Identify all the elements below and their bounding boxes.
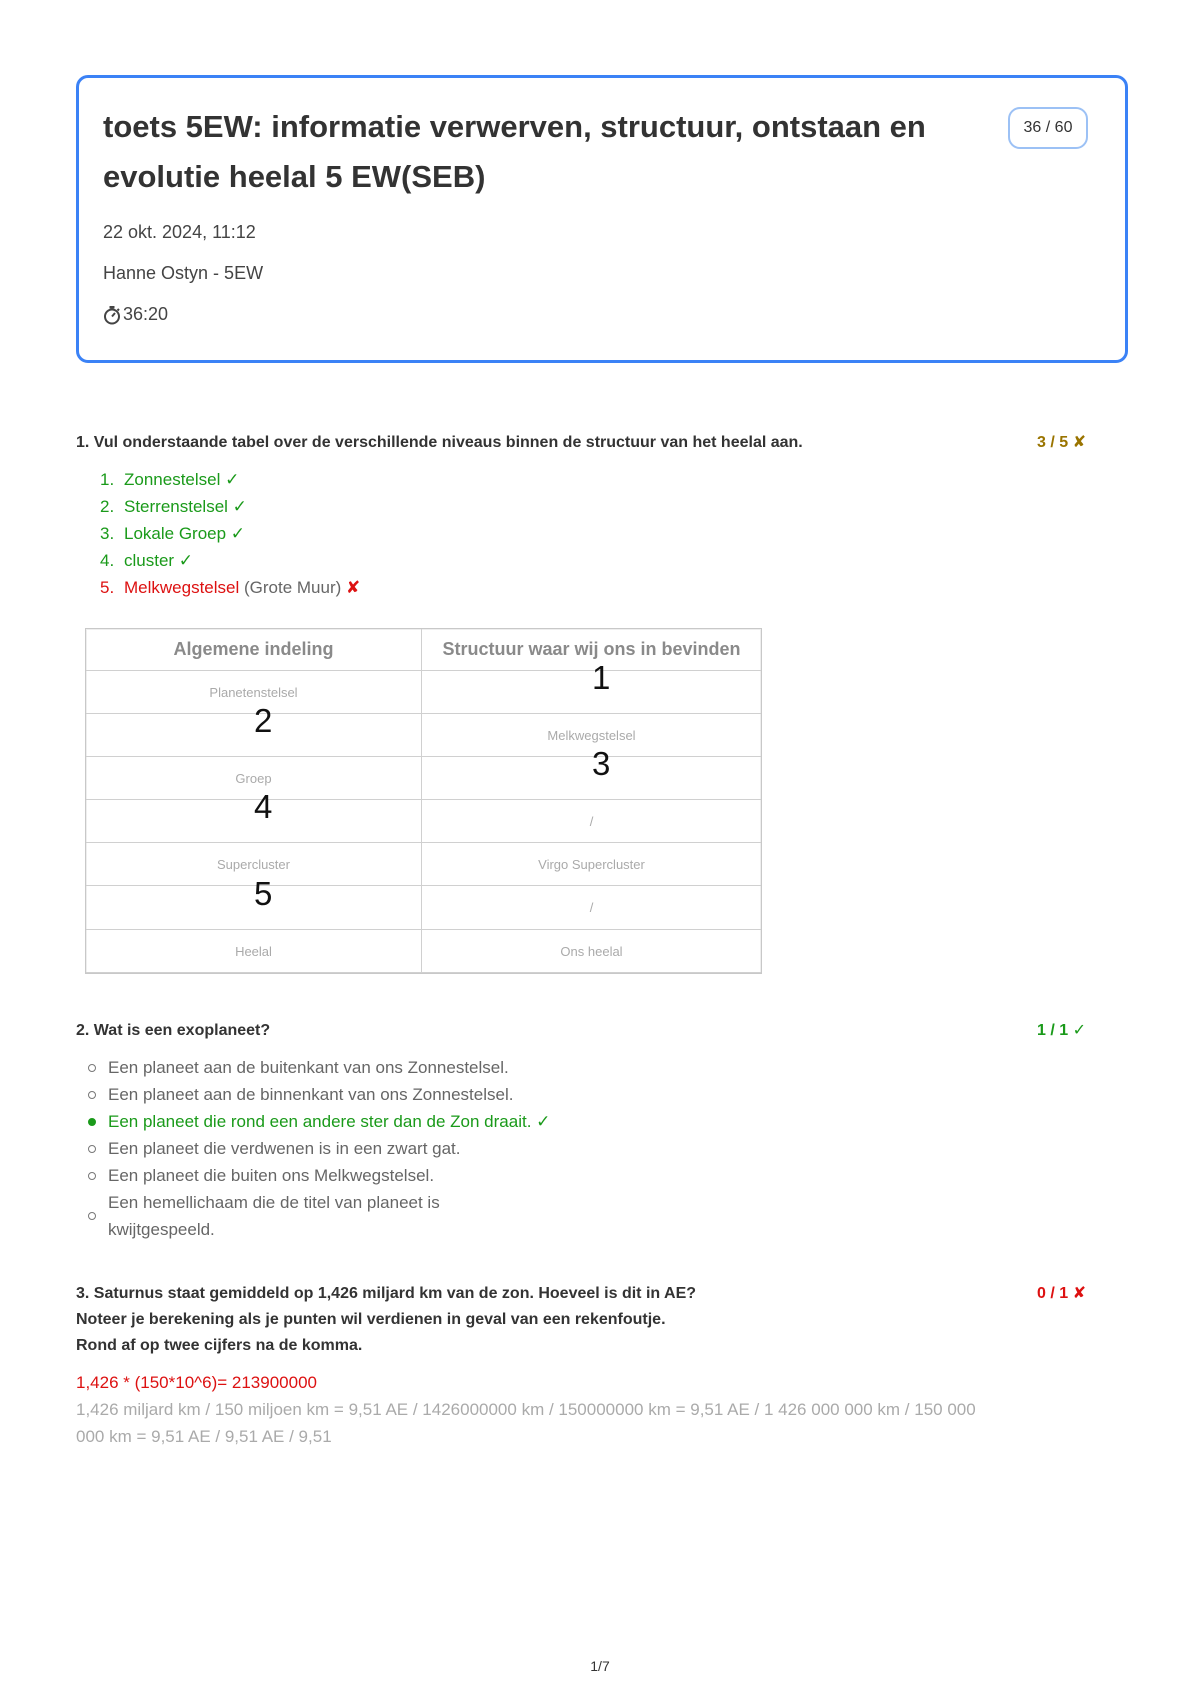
test-date: 22 okt. 2024, 11:12: [103, 222, 256, 242]
timer-value: 36:20: [123, 304, 169, 324]
question-3-title-line: Noteer je berekening als je punten wil verdienen in geval van een rekenfoutje.: [76, 1311, 666, 1328]
structure-table: [85, 628, 762, 974]
table-header-row: [86, 629, 761, 671]
option-item: Een planeet die buiten ons Melkwegstelsel.: [88, 1162, 1116, 1189]
table-row: [86, 930, 761, 973]
question-2-score: 1 / 1 ✓: [1037, 1022, 1086, 1039]
question-3-model-answer: 1,426 miljard km / 150 miljoen km = 9,51 AE / 1426000000 km / 150000000 km = 9,51 AE / 1 426 000 000 km / 150 000 000 km = 9,51 AE / 9,51 AE / 9,51: [76, 1400, 976, 1446]
student-name: Hanne Ostyn - 5EW: [103, 263, 264, 283]
table-row: [86, 757, 761, 800]
table-marker: 5: [254, 875, 273, 912]
table-marker: 3: [592, 745, 611, 782]
answer-item: 1. Zonnestelsel ✓: [100, 470, 240, 489]
answer-item: 3. Lokale Groep ✓: [100, 524, 246, 543]
question-1-score: 3 / 5 ✘: [1037, 434, 1086, 451]
question-2: [76, 1018, 1116, 1243]
question-1-title: 1. Vul onderstaande tabel over de verschillende niveaus binnen de structuur van het heelal aan.: [76, 434, 803, 451]
answer-note: (Grote Muur): [244, 578, 342, 597]
radio-empty-icon: [88, 1212, 96, 1220]
table-cell: Supercluster: [86, 843, 422, 885]
table-row: [86, 886, 761, 930]
table-marker: 1: [592, 659, 611, 696]
table-cell: Heelal: [86, 930, 422, 972]
question-2-options: [76, 1054, 1116, 1243]
wrong-mark: ✘: [346, 578, 361, 597]
table-cell: Ons heelal: [560, 943, 623, 959]
table-cell: Planetenstelsel: [86, 671, 422, 713]
option-item: Een hemellichaam die de titel van planeet is kwijtgespeeld.: [88, 1189, 1116, 1243]
option-item: Een planeet aan de buitenkant van ons Zonnestelsel.: [88, 1054, 1116, 1081]
table-cell: Melkwegstelsel: [547, 727, 636, 743]
table-cell: /: [589, 900, 594, 915]
question-2-title: 2. Wat is een exoplaneet?: [76, 1022, 271, 1039]
test-title: toets 5EW: informatie verwerven, structuur, ontstaan en evolutie heelal 5 EW(SEB): [103, 109, 926, 194]
question-1-answers: [76, 466, 1116, 601]
table-row: [86, 714, 761, 757]
test-header-card: [76, 75, 1128, 363]
answer-item: 5. Melkwegstelsel (Grote Muur) ✘: [100, 578, 361, 597]
table-marker: 4: [254, 788, 273, 825]
option-item-selected: Een planeet die rond een andere ster dan de Zon draait. ✓: [88, 1108, 1116, 1135]
radio-selected-icon: [88, 1118, 96, 1126]
table-row: [86, 800, 761, 843]
answer-item: 2. Sterrenstelsel ✓: [100, 497, 247, 516]
question-3: [76, 1281, 1116, 1450]
radio-empty-icon: [88, 1145, 96, 1153]
option-item: Een planeet aan de binnenkant van ons Zonnestelsel.: [88, 1081, 1116, 1108]
table-cell: /: [589, 813, 594, 829]
option-item: Een planeet die verdwenen is in een zwart gat.: [88, 1135, 1116, 1162]
question-3-title-line: Rond af op twee cijfers na de komma.: [76, 1337, 363, 1354]
radio-empty-icon: [88, 1172, 96, 1180]
table-cell: Virgo Supercluster: [538, 856, 645, 872]
radio-empty-icon: [88, 1064, 96, 1072]
table-header-cell: Structuur waar wij ons in bevinden: [442, 639, 741, 659]
question-1: [76, 430, 1116, 601]
table-cell: Groep: [86, 757, 422, 799]
radio-empty-icon: [88, 1091, 96, 1099]
total-score-badge: 36 / 60: [1008, 107, 1088, 149]
stopwatch-icon: [103, 305, 121, 325]
question-3-title-line: 3. Saturnus staat gemiddeld op 1,426 miljard km van de zon. Hoeveel is dit in AE?: [76, 1285, 697, 1302]
table-row: [86, 671, 761, 714]
answer-item: 4. cluster ✓: [100, 551, 194, 570]
table-row: [86, 843, 761, 886]
question-3-score: 0 / 1 ✘: [1037, 1285, 1086, 1302]
table-header-cell: Algemene indeling: [86, 629, 422, 670]
page-number: 1/7: [590, 1658, 610, 1674]
question-3-student-answer: 1,426 * (150*10^6)= 213900000: [76, 1373, 317, 1392]
table-marker: 2: [254, 702, 273, 739]
timer: [103, 304, 168, 325]
